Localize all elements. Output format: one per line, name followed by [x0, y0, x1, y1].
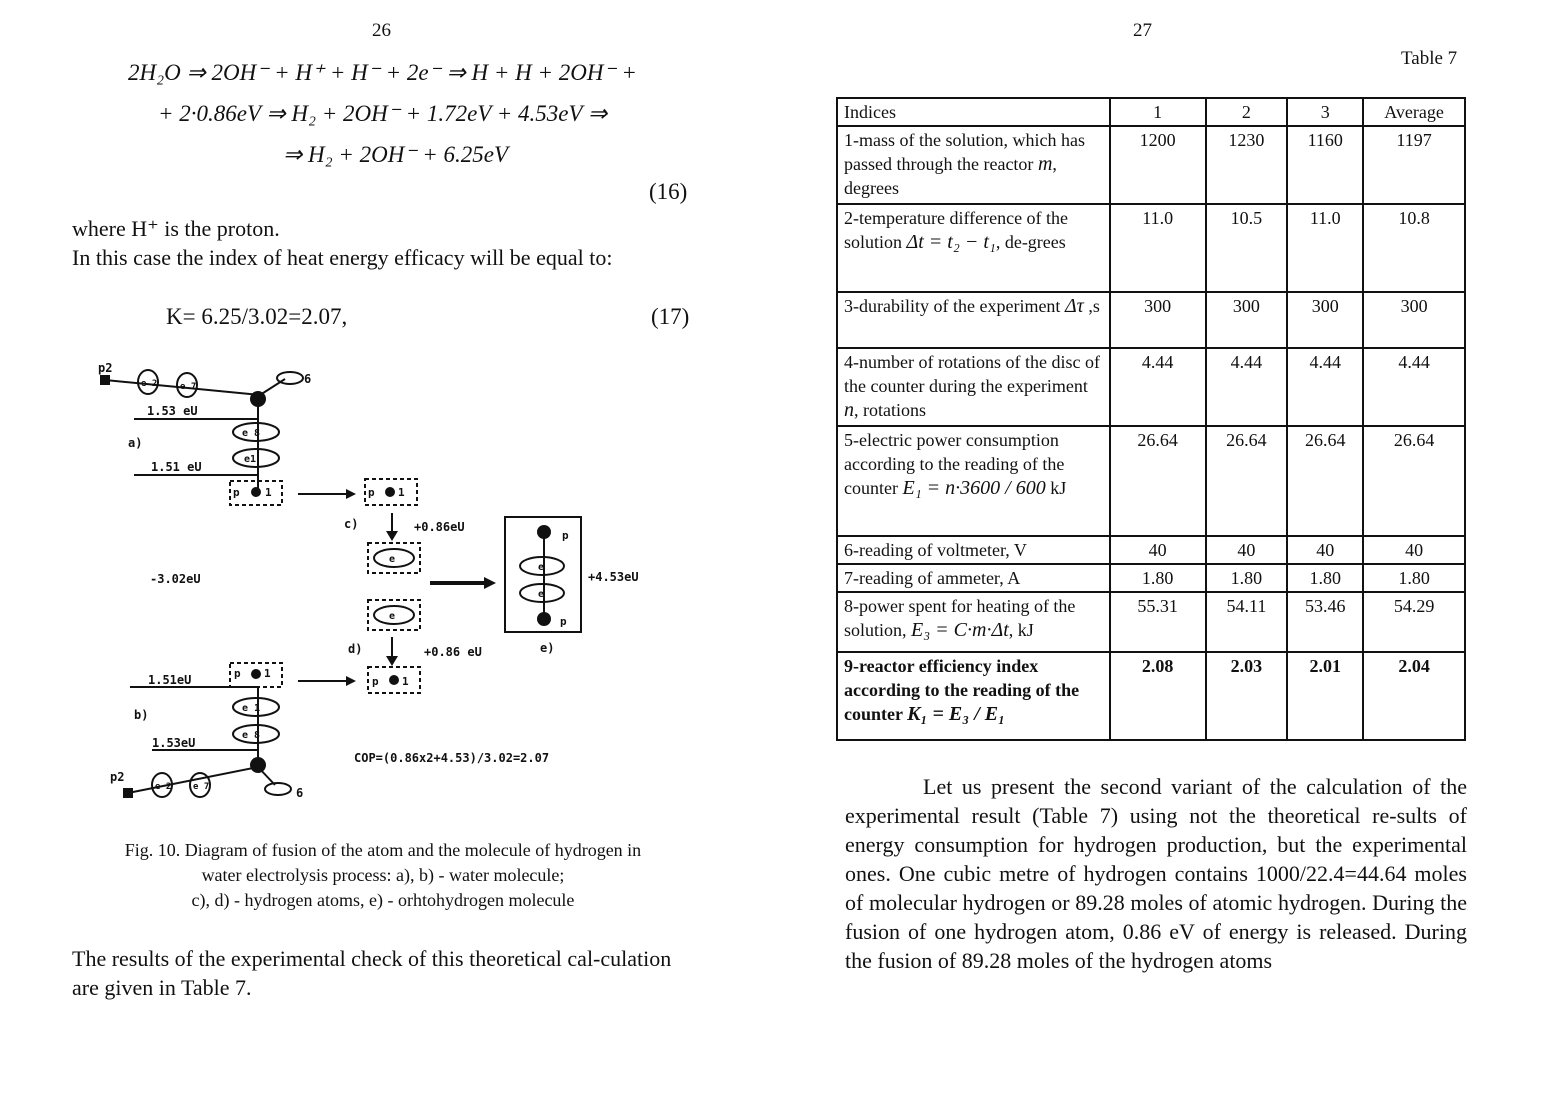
label-153-top: 1.53 eU: [147, 404, 198, 418]
second-variant-paragraph: [845, 772, 1467, 975]
label-p-c-num: 1: [398, 486, 405, 499]
row-value-cell: 2.03: [1206, 652, 1288, 740]
table-row: [837, 292, 1465, 348]
table-header-row: [837, 98, 1465, 126]
table-row: [837, 652, 1465, 740]
label-e-paren: e): [540, 641, 555, 655]
label-cop: COP=(0.86x2+4.53)/3.02=2.07: [354, 751, 550, 765]
row-label-formula: Δτ: [1064, 295, 1084, 317]
row-value-cell: 55.31: [1110, 592, 1206, 652]
row-label-text: 1-mass of the solution, which has passed through the reactor: [844, 130, 1085, 174]
row-value-cell: 40: [1363, 536, 1465, 564]
caption-line-3: c), d) - hydrogen atoms, e) - orhtohydrogen molecule: [191, 890, 575, 910]
second-variant-text: Let us present the second variant of the calculation of the experimental result (Table 7) using not the theoretical re-sults of energy consumption for hydrogen production, but the experimental ones. One cubic metre of hydrogen contains 1000/22.4=44.64 moles of molecular hydrogen or 89.28 moles of atomic hydrogen. During the fusion of one hydrogen atom, 0.86 eV of energy is released. During the fusion of 89.28 moles of the hydrogen atoms: [845, 774, 1467, 973]
header-average: Average: [1363, 98, 1465, 126]
row-value-cell: 2.01: [1287, 652, 1363, 740]
row-value-cell: 4.44: [1110, 348, 1206, 426]
label-e-c: e: [389, 554, 396, 565]
label-e-mol2: e: [538, 589, 545, 600]
molecule-p-bottom-dot: [537, 612, 551, 626]
label-p-bot-mol: p: [560, 615, 567, 628]
row-value-cell: 1230: [1206, 126, 1288, 204]
row-label-formula: E₁ = n·3600 / 600: [902, 477, 1046, 499]
row-label-text: 2-temperature difference of the solution: [844, 208, 1069, 252]
equation-16-line-1: 2H₂O ⇒ 2OH⁻ + H⁺ + H⁻ + 2e⁻ ⇒ H + H + 2OH⁻ +: [128, 60, 637, 85]
row-label-cell: [837, 426, 1110, 536]
row-value-cell: 300: [1206, 292, 1288, 348]
row-value-cell: 300: [1110, 292, 1206, 348]
top-6-ellipse: [277, 372, 303, 384]
d-p1-dot: [389, 675, 399, 685]
label-plus086-d: +0.86 eU: [424, 645, 482, 659]
label-p-a-num: 1: [265, 486, 272, 499]
arrow-b-d-head: [346, 676, 356, 686]
row-value-cell: 40: [1287, 536, 1363, 564]
row-value-cell: 1197: [1363, 126, 1465, 204]
row-value-cell: 1.80: [1363, 564, 1465, 592]
label-c: c): [344, 517, 359, 531]
row-value-cell: 54.11: [1206, 592, 1288, 652]
label-e7-top: e 7: [180, 382, 197, 392]
row-label-cell: [837, 652, 1110, 740]
row-label-formula: m: [1037, 153, 1053, 175]
row-value-cell: 40: [1110, 536, 1206, 564]
row-value-cell: 1.80: [1287, 564, 1363, 592]
table-row: [837, 348, 1465, 426]
label-e1-bottom: e 1: [242, 703, 261, 714]
label-p2-top: p2: [98, 361, 113, 375]
label-d: d): [348, 642, 363, 656]
row-value-cell: 2.08: [1110, 652, 1206, 740]
bottom-p2-square: [123, 788, 133, 798]
row-label-text: 8-power spent for heating of the solution,: [844, 596, 1076, 640]
row-value-cell: 4.44: [1363, 348, 1465, 426]
row-value-cell: 53.46: [1287, 592, 1363, 652]
row-label-text: 4-number of rotations of the disc of the counter during the experiment: [844, 352, 1100, 396]
bottom-oxygen-dot: [250, 757, 266, 773]
row-label-cell: [837, 126, 1110, 204]
label-p-a: p: [233, 486, 240, 499]
page-number-left: 26: [372, 20, 391, 41]
c-p1-dot: [385, 487, 395, 497]
row-label-text: 6-reading of voltmeter, V: [844, 540, 1027, 560]
row-label-formula: Δt = t₂ − t₁: [906, 231, 996, 253]
label-plus453: +4.53eU: [588, 570, 639, 584]
table-row: [837, 592, 1465, 652]
row-value-cell: 1.80: [1110, 564, 1206, 592]
row-label-tail: ,s: [1083, 296, 1100, 316]
label-a: a): [128, 436, 143, 450]
row-label-cell: [837, 592, 1110, 652]
row-label-cell: [837, 536, 1110, 564]
table-row: [837, 564, 1465, 592]
label-p-b: p: [234, 667, 241, 680]
row-value-cell: 26.64: [1206, 426, 1288, 536]
label-p-c: p: [368, 486, 375, 499]
row-label-text: 5-electric power consumption according to the reading of the counter: [844, 430, 1065, 498]
row-label-tail: , de-grees: [995, 232, 1066, 252]
label-e8-bottom: e 8: [242, 730, 261, 741]
bottom-6-ellipse: [265, 783, 291, 795]
label-e2-bottom: e 2: [155, 782, 172, 792]
header-col-1: 1: [1110, 98, 1206, 126]
label-e8-top: e 8: [242, 428, 261, 439]
c-arrow-head: [386, 531, 398, 541]
header-col-2: 2: [1206, 98, 1288, 126]
arrow-molecule-head: [484, 577, 496, 589]
row-value-cell: 4.44: [1287, 348, 1363, 426]
data-table: [836, 97, 1466, 741]
row-value-cell: 300: [1287, 292, 1363, 348]
efficacy-intro-text: In this case the index of heat energy efficacy will be equal to:: [72, 245, 613, 270]
table-label: Table 7: [1401, 48, 1458, 69]
equation-17-formula: K= 6.25/3.02=2.07,: [166, 304, 348, 329]
label-e-d: e: [389, 611, 396, 622]
top-p1-dot: [251, 487, 261, 497]
row-value-cell: 4.44: [1206, 348, 1288, 426]
fusion-diagram: [90, 355, 670, 805]
label-b: b): [134, 708, 149, 722]
row-value-cell: 1200: [1110, 126, 1206, 204]
row-label-text: 9-reactor efficiency index according to the reading of the counter: [844, 656, 1080, 724]
caption-line-1: Fig. 10. Diagram of fusion of the atom and the molecule of hydrogen in: [124, 840, 642, 860]
label-e-mol1: e: [538, 562, 545, 573]
row-value-cell: 54.29: [1363, 592, 1465, 652]
row-label-formula: E₃ = C·m·Δt: [911, 619, 1009, 641]
row-label-formula: K₁ = E₃ / E₁: [907, 703, 1006, 725]
header-col-3: 3: [1287, 98, 1363, 126]
row-label-tail: , rotations: [854, 400, 926, 420]
row-label-cell: [837, 204, 1110, 292]
label-e2-top: e 2: [141, 379, 158, 389]
row-value-cell: 26.64: [1287, 426, 1363, 536]
label-6-top: 6: [304, 372, 312, 386]
label-e7-bottom: e 7: [193, 782, 210, 792]
equation-16-line-3: ⇒ H₂ + 2OH⁻ + 6.25eV: [283, 142, 509, 167]
label-p-top-mol: p: [562, 529, 569, 542]
row-value-cell: 1160: [1287, 126, 1363, 204]
table-row: [837, 536, 1465, 564]
row-label-tail: , degrees: [844, 154, 1057, 198]
d-arrow-head: [386, 656, 398, 666]
equation-16-line-2: + 2·0.86eV ⇒ H₂ + 2OH⁻ + 1.72eV + 4.53eV ⇒: [158, 101, 608, 126]
row-label-cell: [837, 292, 1110, 348]
equation-17-number: (17): [651, 304, 690, 329]
row-value-cell: 26.64: [1110, 426, 1206, 536]
label-p-d-num: 1: [402, 675, 409, 688]
row-value-cell: 11.0: [1287, 204, 1363, 292]
row-label-tail: , kJ: [1008, 620, 1034, 640]
results-paragraph: The results of the experimental check of this theoretical cal-culation are given in Table 7.: [72, 946, 672, 1000]
label-p-b-num: 1: [264, 667, 271, 680]
figure-caption: [72, 838, 694, 913]
label-6-bottom: 6: [296, 786, 304, 800]
page-number-right: 27: [1133, 20, 1152, 41]
row-value-cell: 10.8: [1363, 204, 1465, 292]
molecule-p-top-dot: [537, 525, 551, 539]
label-p2-bottom: p2: [110, 770, 125, 784]
label-p-d: p: [372, 675, 379, 688]
label-e1-top: e1: [244, 454, 257, 465]
equation-16-number: (16): [649, 179, 688, 204]
row-label-text: 7-reading of ammeter, A: [844, 568, 1021, 588]
row-value-cell: 40: [1206, 536, 1288, 564]
row-value-cell: 11.0: [1110, 204, 1206, 292]
row-label-formula: n: [844, 399, 854, 421]
arrow-a-c-head: [346, 489, 356, 499]
label-151-bottom: 1.51eU: [148, 673, 192, 687]
top-p2-square: [100, 375, 110, 385]
row-label-cell: [837, 564, 1110, 592]
label-151-top: 1.51 eU: [151, 460, 202, 474]
table-row: [837, 126, 1465, 204]
where-proton-text: where H⁺ is the proton.: [72, 216, 280, 241]
label-plus086-c: +0.86eU: [414, 520, 465, 534]
row-label-tail: kJ: [1045, 478, 1067, 498]
label-153-bottom: 1.53eU: [152, 736, 196, 750]
table-row: [837, 426, 1465, 536]
bottom-p1-dot: [251, 669, 261, 679]
row-value-cell: 2.04: [1363, 652, 1465, 740]
row-value-cell: 10.5: [1206, 204, 1288, 292]
table-row: [837, 204, 1465, 292]
row-value-cell: 1.80: [1206, 564, 1288, 592]
caption-line-2: water electrolysis process: a), b) - water molecule;: [201, 865, 565, 885]
row-value-cell: 26.64: [1363, 426, 1465, 536]
top-oxygen-dot: [250, 391, 266, 407]
header-indices: Indices: [837, 98, 1110, 126]
row-value-cell: 300: [1363, 292, 1465, 348]
label-minus302: -3.02eU: [150, 572, 201, 586]
row-label-cell: [837, 348, 1110, 426]
row-label-text: 3-durability of the experiment: [844, 296, 1061, 316]
